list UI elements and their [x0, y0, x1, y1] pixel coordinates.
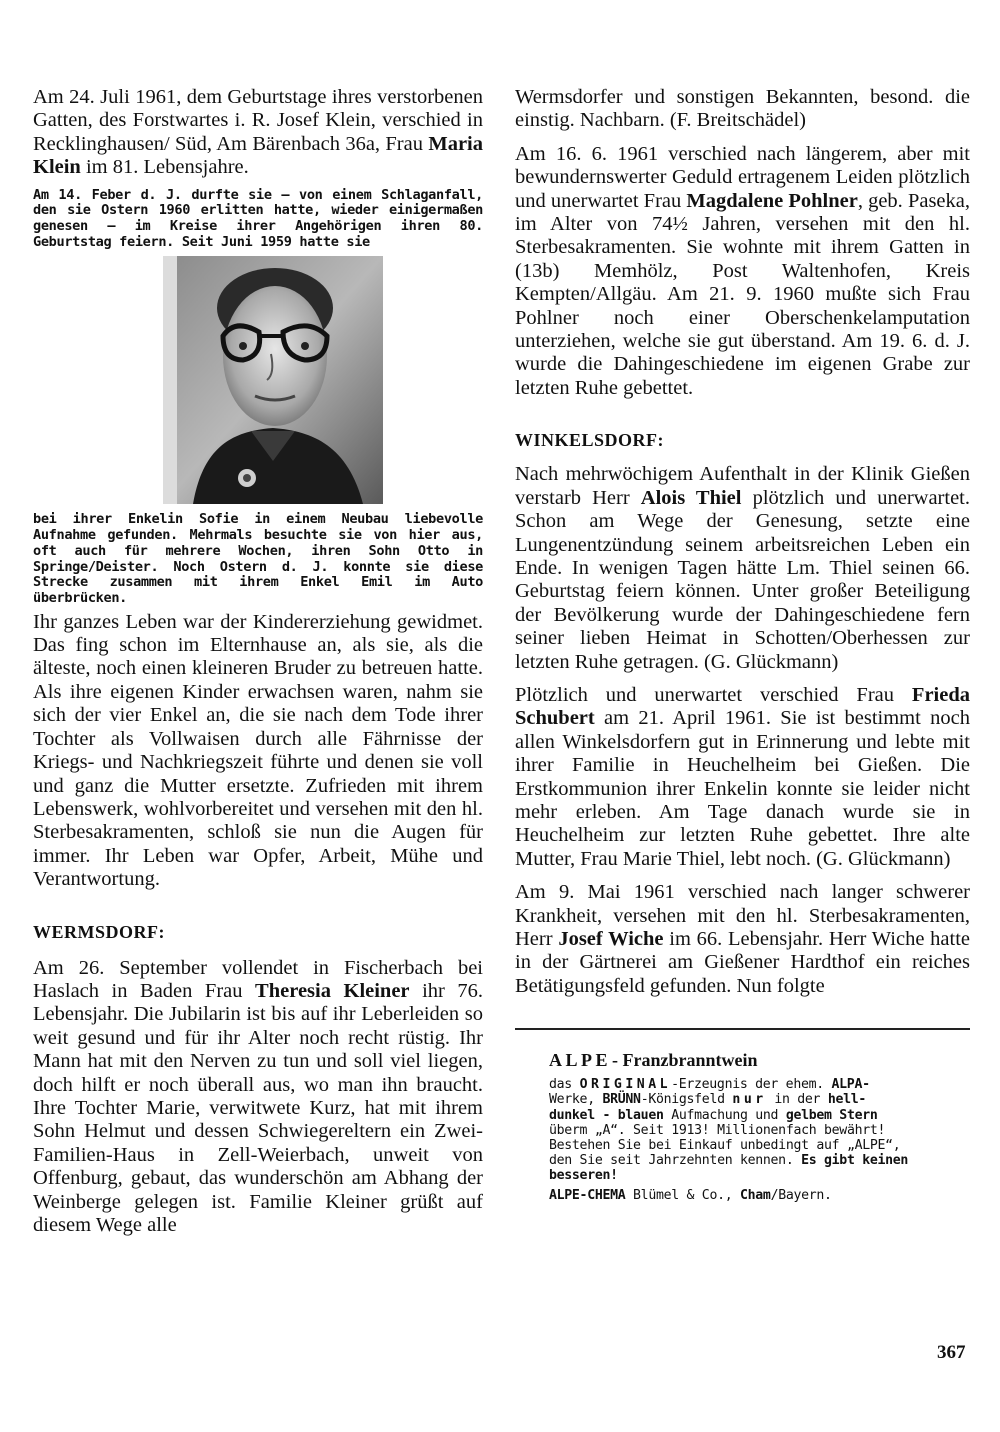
left-column	[33, 86, 483, 1237]
ad-title: A L P E - Franzbranntwein	[549, 1050, 758, 1071]
section-heading-wermsdorf: WERMSDORF:	[33, 921, 165, 942]
divider-rule	[515, 1028, 970, 1030]
obituary-magdalene-pohlner: Am 16. 6. 1961 verschied nach längerem, aber mit bewundernswerter Geduld ertragenem Leiden plötzlich und unerwartet Frau Magdalene Pohlner, geb. Paseka, im Alter von 74½ Jahren, versehen mit den hl. Sterbesakramenten. Sie wohnte mit ihrem Gatten in (13b) Memhölz, Post Waltenhofen, Kreis Kempten/Allgäu. Am 21. 9. 1960 mußte sich Frau Pohlner noch einer Oberschenkelamputation unterziehen, welche sie gut überstand. Am 19. 6. d. J. wurde die Dahingeschiedene im eigenen Grabe zur letzten Ruhe gebettet.	[515, 142, 970, 399]
person-name: Theresia Kleiner	[255, 979, 410, 1002]
person-name: Maria Klein	[33, 132, 483, 179]
ad-line: besseren!	[549, 1168, 618, 1184]
notice-theresia-kleiner: Am 26. September vollendet in Fischerbach bei Haslach in Baden Frau Theresia Kleiner ihr 76. Lebensjahr. Die Jubilarin ist bis auf ihr Leberleiden so weit gesund und für ihr Alter noch recht rüstig. Ihr Mann hat mit den Nerven zu tun und soll viel liegen, doch hilft er noch überall aus, wo man ihn braucht. Ihre Tochter Marie, verwitwete Kurz, hat mit ihrem Sohn Helmut und dessen Schwiegereltern ein Zwei-Familien-Haus in Zell-Weierbach, unweit von Offenburg, gebaut, das wunderschön am Abhang der Weinberge gelegen ist. Familie Kleiner grüßt auf diesem Wege alle	[33, 956, 484, 1236]
ad-line: den Sie seit Jahrzehnten kennen. Es gibt keinen	[549, 1153, 909, 1169]
main-paragraph: Ihr ganzes Leben war der Kindererziehung gewidmet. Das fing schon im Elternhause an, als sie, als die älteste, noch einen kleineren Bruder zu betreuen hatte. Als ihre eigenen Kinder erwachsen waren, nahm sie sich der vier Enkel an, die sie nach dem Tode ihrer Tochter als Vollwaisen durch alle Fährnisse der Kriegs- und Nachkriegszeit führte und denen sie voll und ganz die Mutter ersetzte. Zufrieden mit ihrem Lebenswerk, wohlvorbereitet und versehen mit den hl. Sterbesakramenten, schloß sie nun die Augen für immer. Ihr Leben war Opfer, Arbeit, Mühe und Verantwortung.	[33, 610, 483, 891]
obituary-alois-thiel: Nach mehrwöchigem Aufenthalt in der Klinik Gießen verstarb Herr Alois Thiel plötzlich und unerwartet. Schon am Wege der Genesung, setzte eine Lungenentzündung seinem arbeitsreichen Leben ein Ende. In wenigen Tagen hätte Lm. Thiel seinen 66. Geburtstag feiern können. Unter großer Beteiligung der Bevölkerung wurde der Dahingeschiedene fern seiner lieben Heimat in Schotten/Oberhessen zur letzten Ruhe getragen. (G. Glückmann)	[515, 463, 970, 673]
small-paragraph: bei ihrer Enkelin Sofie in einem Neubau liebevolle Aufnahme gefunden. Mehrmals besuchte sie von hier aus, oft auch für mehrere Wochen, ihren Sohn Otto in Springe/Deister. Noch Ostern d. J. konnte sie diese Strecke zusammen mit ihrem Enkel Emil im Auto überbrücken.	[33, 511, 483, 606]
person-name: Magdalene Pohlner	[686, 189, 858, 212]
portrait-photo	[163, 256, 383, 504]
ad-line: überm „A“. Seit 1913! Millionenfach bewährt!	[549, 1122, 886, 1138]
obituary-maria-klein: Am 24. Juli 1961, dem Geburtstage ihres verstorbenen Gatten, des Forstwartes i. R. Josef Klein, verschied in Recklinghausen/ Süd, Am Bärenbach 36a, Frau Maria Klein im 81. Lebensjahre.	[33, 86, 483, 179]
ad-line: Werke, BRÜNN-Königsfeld nur in der hell-	[549, 1092, 867, 1108]
small-paragraph: Am 14. Feber d. J. durfte sie — von einem Schlaganfall, den sie Ostern 1960 erlitten hatte, wieder einigermaßen genesen — im Kreise ihrer Angehörigen ihren 80. Geburtstag feiern. Seit Juni 1959 hatte sie	[33, 186, 483, 250]
page-number: 367	[937, 1342, 966, 1363]
ad-line: dunkel - blauen Aufmachung und gelbem Stern	[549, 1107, 878, 1123]
section-heading-winkelsdorf: WINKELSDORF:	[515, 430, 665, 451]
portrait-image	[163, 256, 383, 504]
person-name: Josef Wiche	[558, 928, 664, 950]
ad-company: ALPE-CHEMA Blümel & Co., Cham/Bayern.	[549, 1187, 832, 1203]
advertisement-alpe	[549, 1050, 970, 1203]
main-paragraph: Wermsdorfer und sonstigen Bekannten, besond. die einstig. Nachbarn. (F. Breitschädel)	[515, 86, 970, 132]
obituary-josef-wiche: Am 9. Mai 1961 verschied nach langer schwerer Krankheit, versehen mit den hl. Sterbesakramenten, Herr Josef Wiche im 66. Lebensjahr. Herr Wiche hatte in der Gärtnerei am Gießener Hardthof ein reiches Betätigungsfeld gefunden. Nun folgte	[515, 881, 970, 997]
ad-line: Bestehen Sie bei Einkauf unbedingt auf „ALPE“,	[549, 1138, 901, 1154]
obituary-frieda-schubert: Plötzlich und unerwartet verschied Frau Frieda Schubert am 21. April 1961. Sie ist bestimmt noch allen Winkelsdorfern gut in Erinnerung und lebte mit ihrer Familie in Heuchelheim bei Gießen. Die Erstkommunion ihrer Enkelin konnte sie leider nicht mehr erleben. Am Tage danach wurde sie in Heuchelheim zur letzten Ruhe gebettet. Ihre alte Mutter, Frau Marie Thiel, lebt noch. (G. Glückmann)	[515, 683, 970, 870]
person-name: Frieda Schubert	[515, 683, 970, 730]
ad-line: das ORIGINAL-Erzeugnis der ehem. ALPA-	[549, 1077, 870, 1093]
right-column	[515, 86, 970, 1203]
person-name: Alois Thiel	[640, 486, 742, 509]
